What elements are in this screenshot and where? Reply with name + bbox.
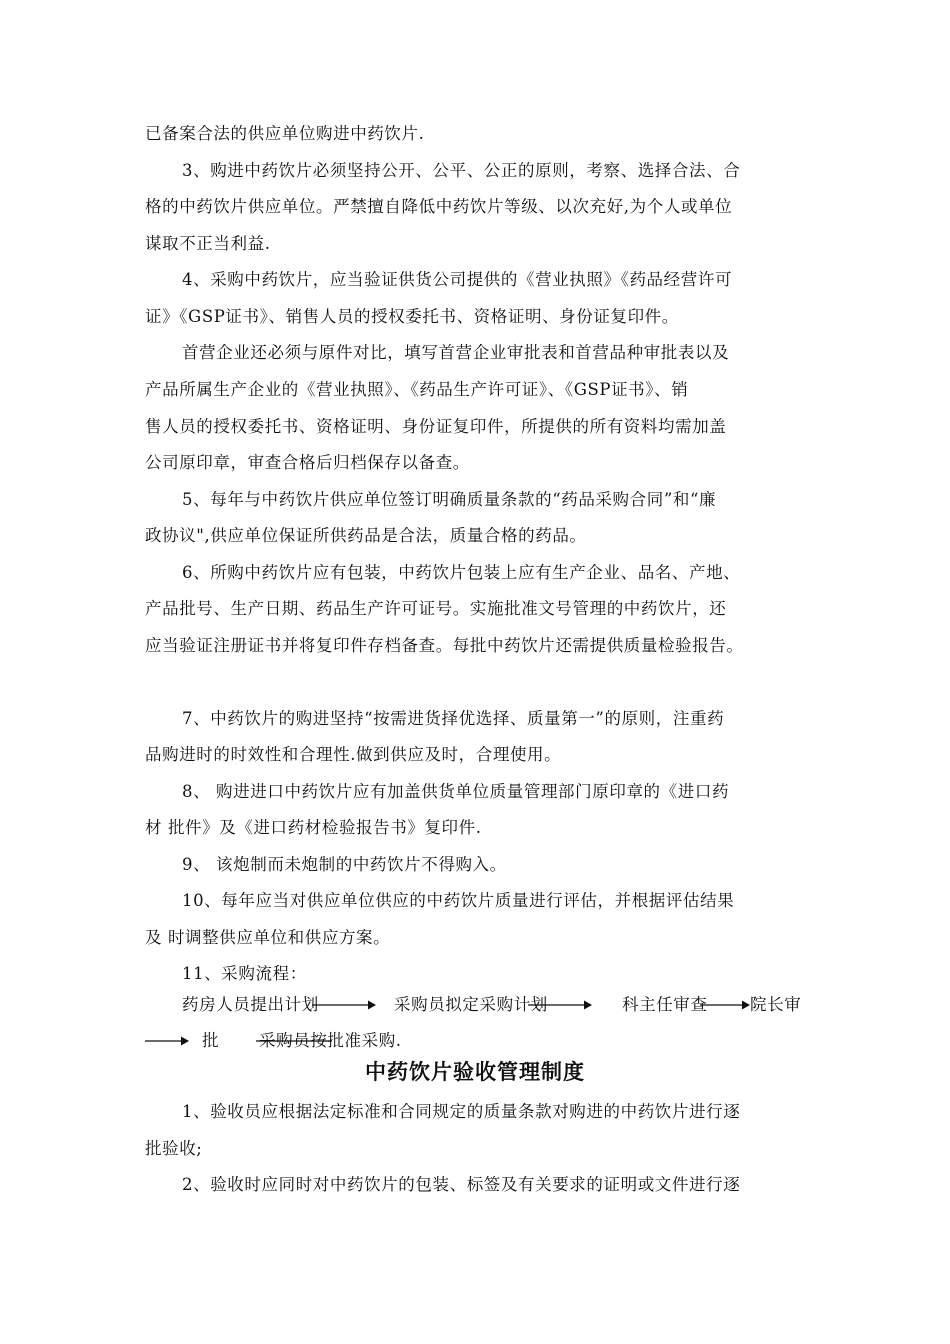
paragraph-line: 材 批件》及《进口药材检验报告书》复印件.	[145, 818, 482, 837]
paragraph-line: 1、验收员应根据法定标准和合同规定的质量条款对购进的中药饮片进行逐	[182, 1102, 741, 1121]
flow-arrow-icon	[145, 1034, 189, 1048]
flow-arrow-icon	[700, 998, 750, 1012]
flow-step-director-review: 科主任审查	[622, 995, 708, 1014]
flow-step-approve: 批	[202, 1031, 220, 1050]
flow-step-pharmacy-staff: 药房人员提出计划	[182, 995, 319, 1014]
paragraph-line: 10、每年应当对供应单位供应的中药饮片质量进行评估，并根据评估结果	[182, 891, 735, 910]
paragraph-line: 已备案合法的供应单位购进中药饮片.	[145, 124, 425, 143]
flow-arrow-icon	[528, 998, 592, 1012]
paragraph-line: 格的中药饮片供应单位。严禁擅自降低中药饮片等级、以次充好,为个人或单位	[145, 197, 733, 216]
section-title: 中药饮片验收管理制度	[365, 1060, 585, 1084]
flow-arrow-icon	[256, 1034, 336, 1048]
paragraph-line: 批验收;	[145, 1139, 203, 1158]
paragraph-line: 售人员的授权委托书、资格证明、身份证复印件，所提供的所有资料均需加盖	[145, 417, 727, 436]
paragraph-line: 4、采购中药饮片，应当验证供货公司提供的《营业执照》《药品经营许可	[182, 270, 733, 289]
paragraph-line: 应当验证注册证书并将复印件存档备查。每批中药饮片还需提供质量检验报告。	[145, 636, 744, 655]
flow-step-buyer-plan: 采购员拟定采购计划	[394, 995, 548, 1014]
paragraph-line: 品购进时的时效性和合理性.做到供应及时，合理使用。	[145, 745, 562, 764]
paragraph-line: 证》《GSP证书》、销售人员的授权委托书、资格证明、身份证复印件。	[145, 307, 679, 326]
flow-step-president: 院长审	[750, 995, 802, 1014]
paragraph-line: 及 时调整供应单位和供应方案。	[145, 928, 391, 947]
paragraph-line: 7、中药饮片的购进坚持“按需进货择优选择、质量第一”的原则，注重药	[182, 709, 725, 728]
paragraph-line: 公司原印章，审查合格后归档保存以备查。	[145, 453, 470, 472]
paragraph-line: 首营企业还必须与原件对比，填写首营企业审批表和首营品种审批表以及	[182, 343, 730, 362]
paragraph-line: 政协议",供应单位保证所供药品是合法，质量合格的药品。	[145, 526, 587, 545]
flow-step-buyer-purchase: 采购员按批准采购.	[259, 1031, 402, 1050]
flow-arrow-icon	[312, 998, 376, 1012]
paragraph-line: 2、验收时应同时对中药饮片的包装、标签及有关要求的证明或文件进行逐	[182, 1175, 741, 1194]
paragraph-line: 9、 该炮制而未炮制的中药饮片不得购入。	[182, 855, 507, 874]
paragraph-line: 5、每年与中药饮片供应单位签订明确质量条款的“药品采购合同”和“廉	[182, 490, 717, 509]
paragraph-line: 3、购进中药饮片必须坚持公开、公平、公正的原则，考察、选择合法、合	[182, 161, 741, 180]
paragraph-line: 谋取不正当利益.	[145, 234, 271, 253]
paragraph-line: 11、采购流程：	[182, 964, 307, 983]
paragraph-line: 6、所购中药饮片应有包装，中药饮片包装上应有生产企业、品名、产地、	[182, 563, 741, 582]
paragraph-line: 产品所属生产企业的《营业执照》、《药品生产许可证》、《GSP证书》、销	[145, 380, 689, 399]
paragraph-line: 产品批号、生产日期、药品生产许可证号。实施批准文号管理的中药饮片，还	[145, 599, 727, 618]
paragraph-line: 8、 购进进口中药饮片应有加盖供货单位质量管理部门原印章的《进口药	[182, 782, 730, 801]
